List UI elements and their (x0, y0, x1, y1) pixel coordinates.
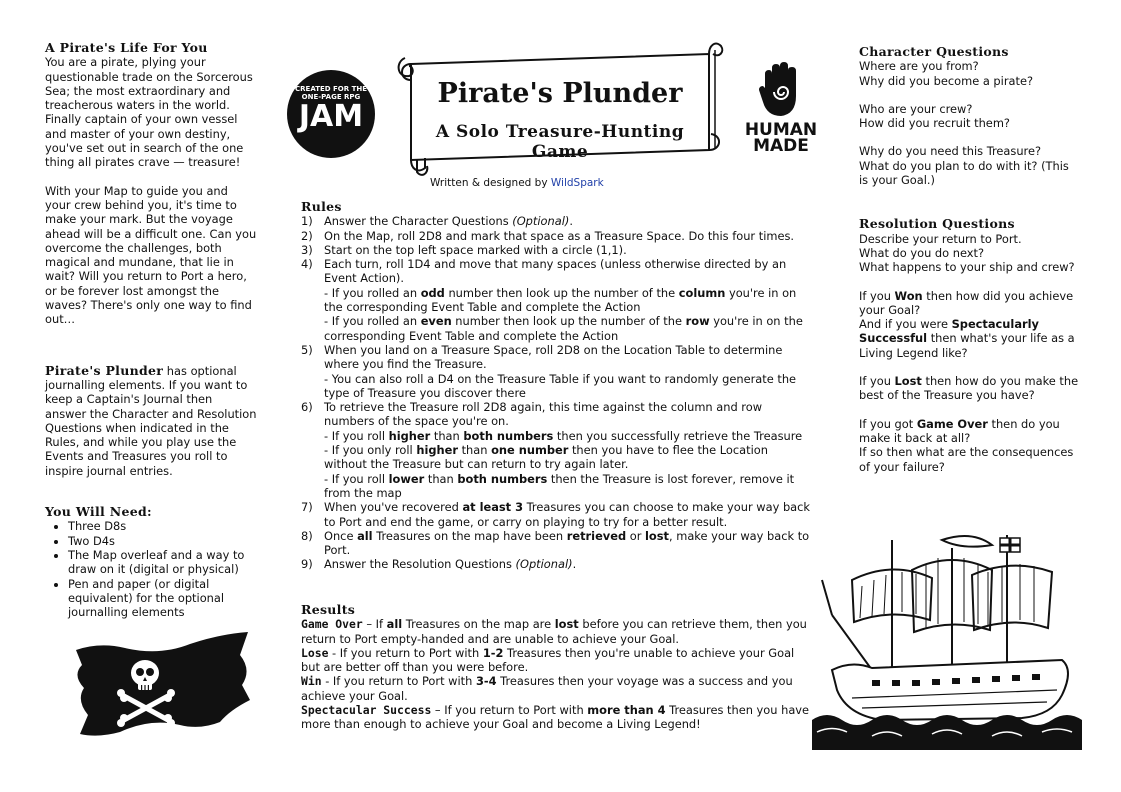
question: What happens to your ship and crew? (859, 260, 1075, 275)
rule-6-c: - If you roll lower than both numbers then the Treasure is lost forever, remove it from the map (324, 471, 795, 500)
heading-results: Results (301, 602, 356, 617)
rule-9: 9) Answer the Resolution Questions (Optional). (301, 557, 577, 572)
question-lost: If you Lost then how do you make the best of the Treasure you have? (859, 374, 1079, 403)
rule-5: 5) When you land on a Treasure Space, roll 2D8 on the Location Table to determine where you find the Treasure. - You can also roll a D4 on the Treasure Table if you want to randomly generate the type of Treasure you discover there (301, 343, 811, 400)
badge-line-2: ONE-PAGE RPG (301, 93, 361, 101)
human-made-logo (740, 62, 822, 154)
game-subtitle: A Solo Treasure-Hunting Game (435, 122, 685, 162)
results-section (301, 603, 811, 732)
right-column (859, 45, 1079, 474)
rule-7: 7) When you've recovered at least 3 Treasures you can choose to make your way back to Port and end the game, or carry on playing to try for a better result. (301, 500, 811, 529)
heading-character-questions: Character Questions (859, 44, 1009, 59)
question: What do you plan to do with it? (This is your Goal.) (859, 158, 1069, 188)
rule-4-even: - If you rolled an even number then look up the number of the row you're in on the corresponding Event Table and complete the Action (324, 314, 803, 343)
heading-pirates-life: A Pirate's Life For You (45, 40, 208, 55)
result-lose: Lose - If you return to Port with 1-2 Treasures then you're unable to achieve your Goal but are better off than you were before. (301, 645, 795, 675)
result-win: Win - If you return to Port with 3-4 Treasures then your voyage was a success and you achieve your Goal. (301, 674, 793, 703)
heading-rules: Rules (301, 199, 342, 214)
question: What do you do next? (859, 245, 985, 260)
rules-list (301, 214, 811, 571)
rule-2: 2) On the Map, roll 2D8 and mark that space as a Treasure Space. Do this four times. (301, 228, 795, 243)
rule-6: 6) To retrieve the Treasure roll 2D8 again, this time against the column and row numbers of the space you're on. - If you roll higher than both numbers then you successfully retrieve the Treasure - If you only roll higher than one number then you have to flee the Location without the Treasure but can return to try again later. - If you roll lower than both numbers then the Treasure is lost forever, remove it from the map (301, 400, 811, 500)
title-block (415, 40, 705, 178)
badge-line-1: CREATED FOR THE (295, 85, 367, 93)
rule-1: 1) Answer the Character Questions (Optional). (301, 214, 573, 229)
question: Where are you from? (859, 59, 979, 74)
intro-paragraph: You are a pirate, plying your questionable trade on the Sorcerous Sea; the most extraordinary and treacherous waters in the world. Finally captain of your own vessel and master of your own destiny, you've set out in search of the one thing all pirates crave — treasure! (45, 55, 253, 170)
heading-you-will-need: You Will Need: (45, 504, 152, 520)
rule-4: 4) Each turn, roll 1D4 and move that many spaces (unless otherwise directed by an Event Action). - If you rolled an odd number then look up the number of the column you're in on the corresponding Event Table and complete the Action - If you rolled an even number then look up the number of the row you're in on the corresponding Event Table and complete the Action (301, 257, 811, 343)
rule-6-b: - If you only roll higher than one number then you have to flee the Location without the Treasure but can return to try again later. (324, 443, 768, 472)
game-title: Pirate's Plunder (437, 78, 683, 109)
question-spectacular: And if you were Spectacularly Successful then what's your life as a Living Legend like? (859, 317, 1075, 360)
question: If so then what are the consequences of your failure? (859, 445, 1074, 474)
needs-list (45, 519, 257, 619)
left-column (45, 41, 257, 619)
rule-5-sub: - You can also roll a D4 on the Treasure Table if you want to randomly generate the type of Treasure you discover there (324, 371, 797, 400)
author-link[interactable]: WildSpark (550, 177, 604, 189)
rules-section (301, 200, 811, 572)
list-item: • Two D4s (68, 534, 257, 548)
question-won: If you Won then how did you achieve your Goal? (859, 288, 1074, 317)
rule-3: 3) Start on the top left space marked with a circle (1,1). (301, 242, 627, 257)
result-game-over: Game Over – If all Treasures on the map are lost before you can retrieve them, then you return to Port empty-handed and are unable to achieve your Goal. (301, 617, 807, 646)
badge-line-3: JAM (298, 99, 364, 134)
jam-badge (287, 70, 375, 158)
journalling-paragraph: Pirate's Plunder has optional journalling elements. If you want to keep a Captain's Journal then answer the Character and Resolution Questions when indicated in the Rules, and while you play use the Events and Treasures you roll to inspire journal entries. (45, 362, 257, 478)
list-item: • Pen and paper (or digital equivalent) for the optional journalling elements (68, 577, 257, 620)
human-made-line-2: MADE (753, 136, 809, 156)
question: How did you recruit them? (859, 116, 1010, 131)
question: Why do you need this Treasure? (859, 144, 1042, 159)
list-item: • The Map overleaf and a way to draw on it (digital or physical) (68, 548, 257, 577)
heading-resolution-questions: Resolution Questions (859, 216, 1015, 232)
pirate-ship-icon (812, 520, 1087, 755)
list-item: • Three D8s (68, 519, 257, 533)
rule-8: 8) Once all Treasures on the map have been retrieved or lost, make your way back to Port. (301, 528, 810, 558)
question-game-over: If you got Game Over then do you make it back at all? (859, 416, 1060, 445)
question: Describe your return to Port. (859, 231, 1022, 246)
question: Who are your crew? (859, 101, 973, 116)
result-spectacular: Spectacular Success – If you return to Port with more than 4 Treasures then you have more than enough to achieve your Goal and become a Living Legend! (301, 703, 810, 732)
credit-line: Written & designed by WildSpark (430, 177, 604, 189)
human-made-line-1: HUMAN (744, 120, 818, 140)
intro-paragraph-2: With your Map to guide you and your crew behind you, it's time to make your mark. But the voyage ahead will be a difficult one. Can you overcome the challenges, both magical and mundane, that lie in wait? Will you return to Port a hero, or be forever lost amongst the waves? There's only one way to find out… (45, 183, 257, 327)
hand-icon (759, 62, 803, 118)
rule-4-odd: - If you rolled an odd number then look up the number of the column you're in on the corresponding Event Table and complete the Action (324, 285, 797, 315)
rule-6-a: - If you roll higher than both numbers then you successfully retrieve the Treasure (324, 428, 803, 443)
jolly-roger-flag-icon (70, 630, 255, 740)
question: Why did you become a pirate? (859, 73, 1034, 88)
